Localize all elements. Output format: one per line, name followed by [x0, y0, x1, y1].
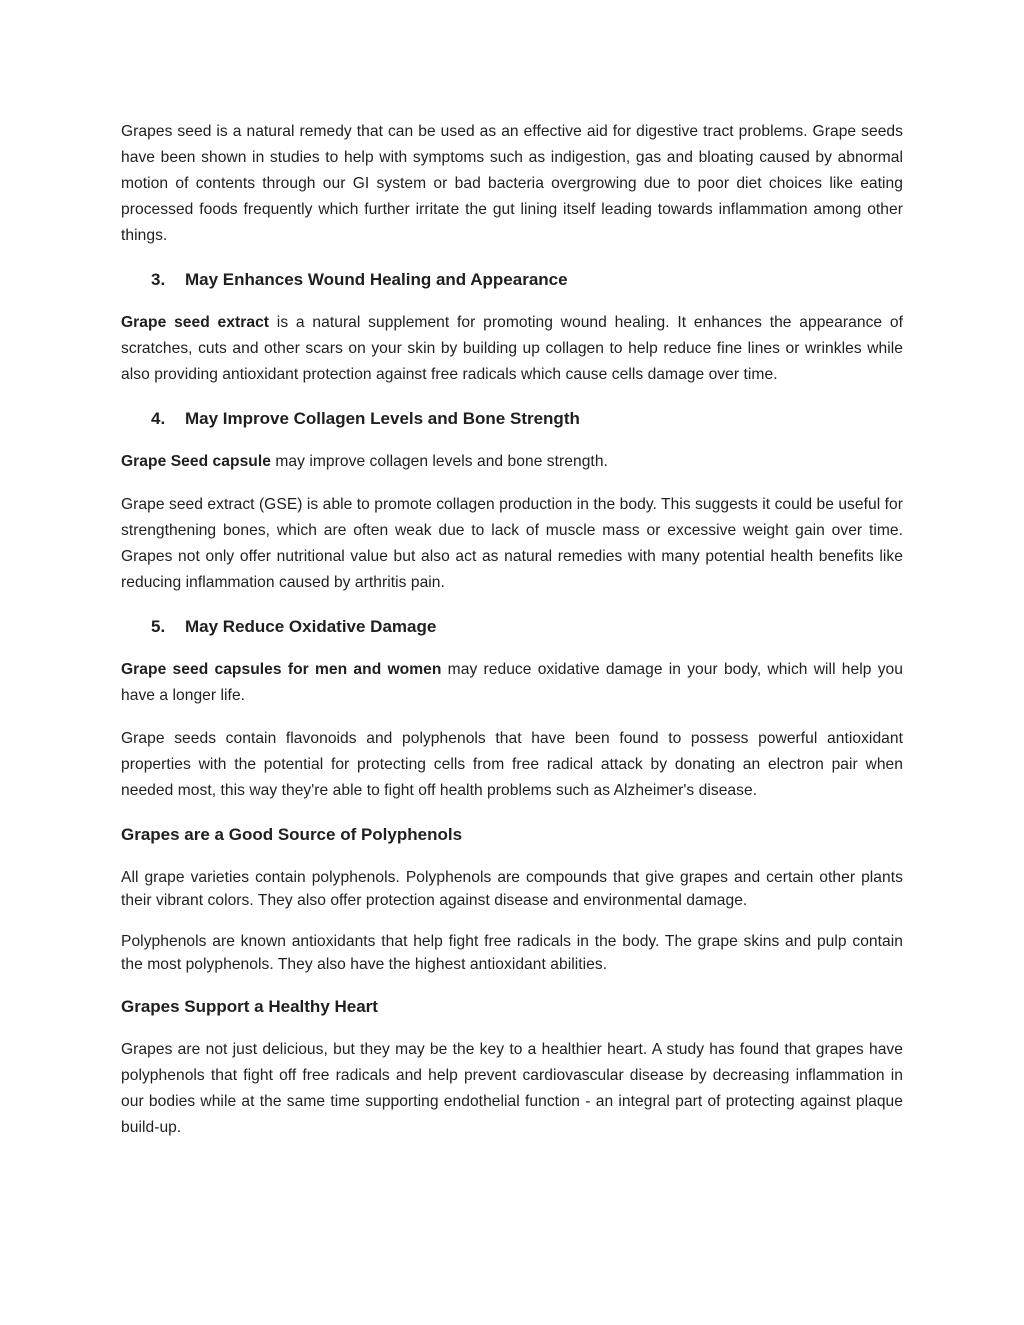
section-3-number: 3. — [151, 270, 166, 289]
section-5-lead-text: may reduce oxidative damage in your body, which will help you have a longer life. — [121, 661, 903, 704]
document-page — [121, 119, 903, 1141]
section-5-lead-paragraph — [121, 657, 903, 709]
section-3-lead-text: is a natural supplement for promoting wound healing. It enhances the appearance of scratches, cuts and other scars on your skin by building up collagen to help reduce fine lines or wrinkles while also providing antioxidant protection against free radicals which cause cells damage over time. — [121, 314, 903, 383]
section-3-paragraph — [121, 310, 903, 388]
section-4-number: 4. — [151, 409, 166, 428]
section-5-title: May Reduce Oxidative Damage — [185, 617, 437, 636]
intro-paragraph: Grapes seed is a natural remedy that can be used as an effective aid for digestive tract problems. Grape seeds have been shown in studies to help with symptoms such as indigestion, gas and bloating caused by abnormal motion of contents through our GI system or bad bacteria overgrowing due to poor diet choices like eating processed foods frequently which further irritate the gut lining itself leading towards inflammation among other things. — [121, 123, 903, 244]
section-3-title: May Enhances Wound Healing and Appearance — [185, 270, 568, 289]
section-3-lead-bold: Grape seed extract — [121, 314, 270, 331]
section-4-lead-text: may improve collagen levels and bone strength. — [270, 453, 608, 470]
polyphenols-paragraph-2: Polyphenols are known antioxidants that help fight free radicals in the body. The grape skins and pulp contain the most polyphenols. They also have the highest antioxidant abilities. — [121, 933, 903, 973]
polyphenols-heading: Grapes are a Good Source of Polyphenols — [121, 825, 463, 844]
section-4-heading — [121, 406, 903, 432]
section-4-body-paragraph: Grape seed extract (GSE) is able to promote collagen production in the body. This suggests it could be useful for strengthening bones, which are often weak due to lack of muscle mass or excessive weight gain over time. Grapes not only offer nutritional value but also act as natural remedies with many potential health benefits like reducing inflammation caused by arthritis pain. — [121, 496, 903, 591]
polyphenols-paragraph-1: All grape varieties contain polyphenols. Polyphenols are compounds that give grapes and certain other plants their vibrant colors. They also offer protection against disease and environmental damage. — [121, 869, 903, 909]
section-5-heading — [121, 614, 903, 640]
section-3-heading — [121, 267, 903, 293]
section-4-title: May Improve Collagen Levels and Bone Strength — [185, 409, 580, 428]
section-5-body-paragraph: Grape seeds contain flavonoids and polyphenols that have been found to possess powerful antioxidant properties with the potential for protecting cells from free radical attack by donating an electron pair when needed most, this way they're able to fight off health problems such as Alzheimer's disease. — [121, 730, 903, 799]
heart-heading: Grapes Support a Healthy Heart — [121, 997, 378, 1016]
section-5-number: 5. — [151, 617, 166, 636]
heart-paragraph: Grapes are not just delicious, but they may be the key to a healthier heart. A study has found that grapes have polyphenols that fight off free radicals and help prevent cardiovascular disease by decreasing inflammation in our bodies while at the same time supporting endothelial function - an integral part of protecting against plaque build-up. — [121, 1041, 903, 1136]
section-4-lead-paragraph — [121, 449, 903, 475]
section-5-lead-bold: Grape seed capsules for men and women — [121, 661, 442, 678]
section-4-lead-bold: Grape Seed capsule — [121, 453, 271, 470]
